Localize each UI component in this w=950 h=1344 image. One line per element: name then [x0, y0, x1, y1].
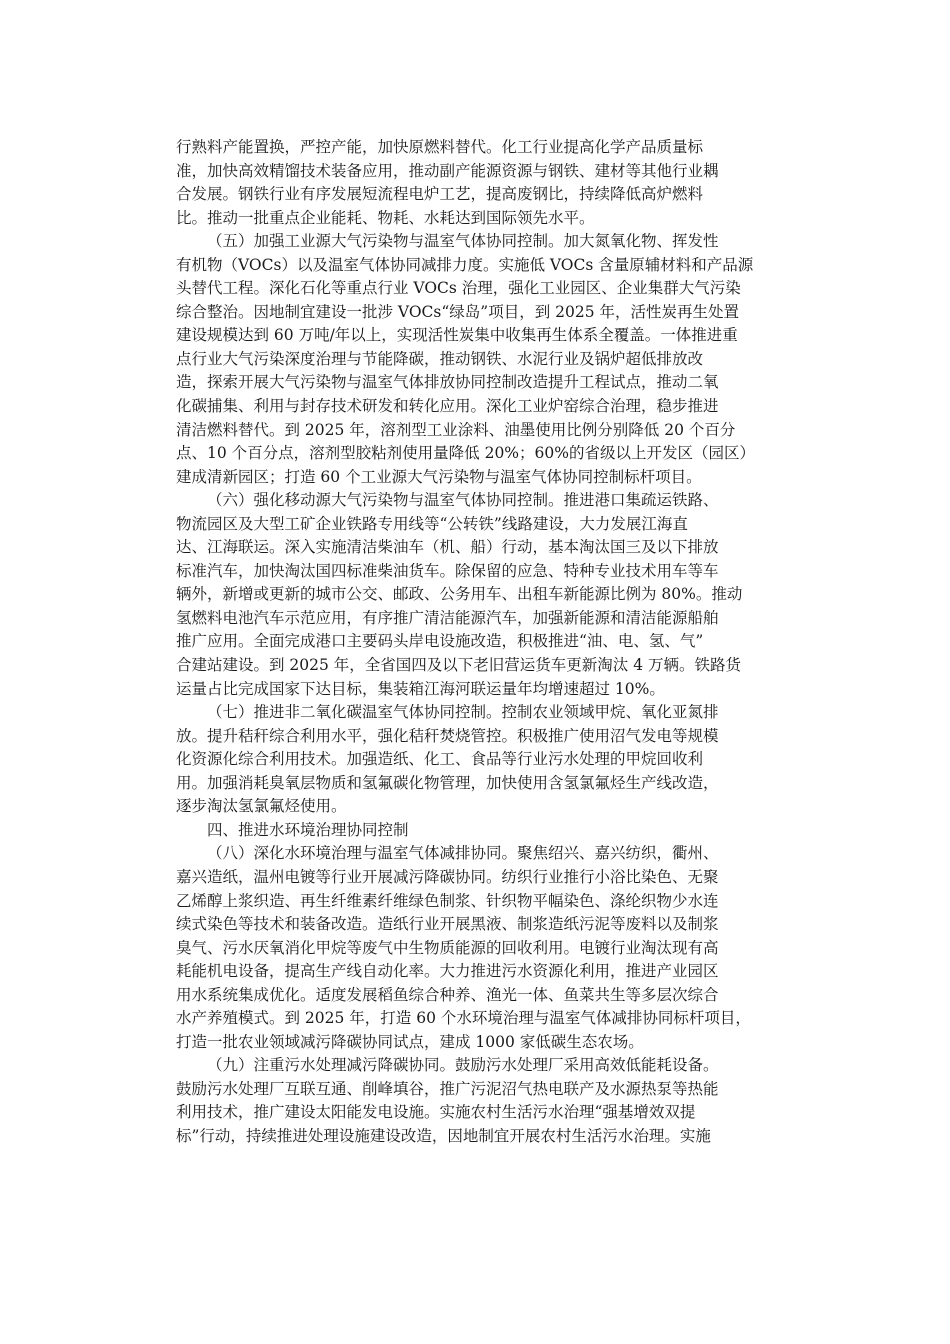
text-line: 耗能机电设备，提高生产线自动化率。大力推进污水资源化利用，推进产业园区 — [176, 962, 719, 981]
text-line: 乙烯醇上浆织造、再生纤维素纤维绿色制浆、针织物平幅染色、涤纶织物少水连 — [176, 891, 719, 910]
text-line: 辆外，新增或更新的城市公交、邮政、公务用车、出租车新能源比例为 80%。推动 — [176, 585, 743, 604]
text-line: 准，加快高效精馏技术装备应用，推动副产能源资源与钢铁、建材等其他行业耦 — [176, 161, 719, 180]
text-line: 化资源化综合利用技术。加强造纸、化工、食品等行业污水处理的甲烷回收利 — [176, 750, 704, 769]
text-line: 清洁燃料替代。到 2025 年，溶剂型工业涂料、油墨使用比例分别降低 20 个百分 — [176, 420, 736, 439]
text-line: 综合整治。因地制宜建设一批涉 VOCs“绿岛”项目，到 2025 年，活性炭再生处置 — [176, 302, 740, 321]
text-line: 水产养殖模式。到 2025 年，打造 60 个水环境治理与温室气体减排协同标杆项目， — [176, 1009, 751, 1028]
text-line: 嘉兴造纸，温州电镀等行业开展减污降碳协同。纺织行业推行小浴比染色、无聚 — [176, 867, 719, 886]
text-line: 造，探索开展大气污染物与温室气体排放协同控制改造提升工程试点，推动二氧 — [176, 373, 719, 392]
paragraph-first-line: 四、推进水环境治理协同控制 — [207, 820, 409, 839]
paragraph-first-line: （七）推进非二氧化碳温室气体协同控制。控制农业领域甲烷、氧化亚氮排 — [207, 703, 719, 722]
text-line: 达、江海联运。深入实施清洁柴油车（机、船）行动，基本淘汰国三及以下排放 — [176, 538, 719, 557]
text-line: 头替代工程。深化石化等重点行业 VOCs 治理，强化工业园区、企业集群大气污染 — [176, 279, 741, 298]
text-line: 行熟料产能置换，严控产能，加快原燃料替代。化工行业提高化学产品质量标 — [176, 138, 704, 156]
text-line: 有机物（VOCs）以及温室气体协同减排力度。实施低 VOCs 含量原辅材料和产品源 — [176, 255, 754, 274]
text-line: 运量占比完成国家下达目标，集装箱江海河联运量年均增速超过 10%。 — [176, 679, 665, 698]
text-line: 逐步淘汰氢氯氟烃使用。 — [176, 797, 347, 816]
text-line: 利用技术，推广建设太阳能发电设施。实施农村生活污水治理“强基增效双提 — [176, 1103, 696, 1122]
text-line: 建成清新园区；打造 60 个工业源大气污染物与温室气体协同控制标杆项目。 — [176, 467, 702, 486]
paragraph-first-line: （九）注重污水处理减污降碳协同。鼓励污水处理厂采用高效低能耗设备。 — [207, 1056, 719, 1075]
paragraph-first-line: （五）加强工业源大气污染物与温室气体协同控制。加大氮氧化物、挥发性 — [207, 232, 719, 251]
text-line: 打造一批农业领域减污降碳协同试点，建成 1000 家低碳生态农场。 — [176, 1032, 644, 1051]
paragraph-first-line: （六）强化移动源大气污染物与温室气体协同控制。推进港口集疏运铁路、 — [207, 491, 719, 510]
text-line: 鼓励污水处理厂互联互通、削峰填谷，推广污泥沼气热电联产及水源热泵等热能 — [176, 1079, 719, 1098]
text-line: 合发展。钢铁行业有序发展短流程电炉工艺，提高废钢比，持续降低高炉燃料 — [176, 185, 704, 204]
text-line: 续式染色等技术和装备改造。造纸行业开展黑液、制浆造纸污泥等废料以及制浆 — [176, 915, 719, 934]
text-line: 臭气、污水厌氧消化甲烷等废气中生物质能源的回收利用。电镀行业淘汰现有高 — [176, 938, 719, 957]
text-line: 建设规模达到 60 万吨/年以上，实现活性炭集中收集再生体系全覆盖。一体推进重 — [176, 326, 738, 345]
text-line: 物流园区及大型工矿企业铁路专用线等“公转铁”线路建设，大力发展江海直 — [176, 514, 688, 533]
text-line: 点、10 个百分点，溶剂型胶粘剂使用量降低 20%；60%的省级以上开发区（园区） — [176, 444, 755, 463]
text-line: 点行业大气污染深度治理与节能降碳，推动钢铁、水泥行业及锅炉超低排放改 — [176, 349, 704, 368]
text-line: 氢燃料电池汽车示范应用，有序推广清洁能源汽车，加强新能源和清洁能源船舶 — [176, 608, 719, 627]
text-line: 放。提升秸秆综合利用水平，强化秸秆焚烧管控。积极推广使用沼气发电等规模 — [176, 726, 719, 745]
document-body-text — [176, 136, 786, 1149]
text-line: 比。推动一批重点企业能耗、物耗、水耗达到国际领先水平。 — [176, 208, 595, 227]
text-line: 化碳捕集、利用与封存技术研发和转化应用。深化工业炉窑综合治理，稳步推进 — [176, 397, 719, 416]
text-line: 用。加强消耗臭氧层物质和氢氟碳化物管理，加快使用含氢氯氟烃生产线改造， — [176, 773, 719, 792]
text-line: 用水系统集成优化。适度发展稻鱼综合种养、渔光一体、鱼菜共生等多层次综合 — [176, 985, 719, 1004]
text-line: 标”行动，持续推进处理设施建设改造，因地制宜开展农村生活污水治理。实施 — [176, 1126, 711, 1145]
paragraph-first-line: （八）深化水环境治理与温室气体减排协同。聚焦绍兴、嘉兴纺织，衢州、 — [207, 844, 719, 863]
text-line: 合建站建设。到 2025 年，全省国四及以下老旧营运货车更新淘汰 4 万辆。铁路货 — [176, 656, 742, 675]
text-line: 推广应用。全面完成港口主要码头岸电设施改造，积极推进“油、电、氢、气” — [176, 632, 704, 651]
text-line: 标准汽车，加快淘汰国四标准柴油货车。除保留的应急、特种专业技术用车等车 — [176, 561, 719, 580]
